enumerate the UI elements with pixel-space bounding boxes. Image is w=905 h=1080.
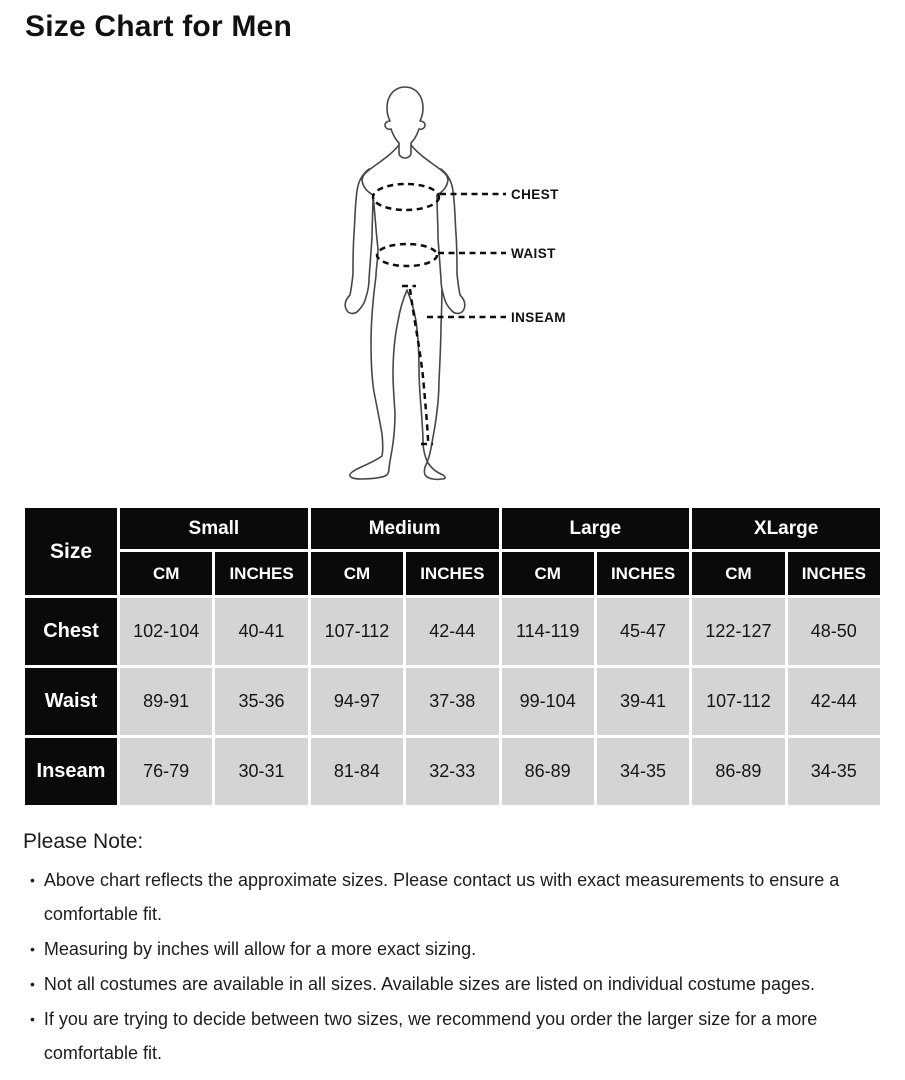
inseam-large-cm: 86-89	[502, 738, 594, 805]
table-row-waist	[25, 668, 880, 735]
waist-xlarge-inches: 42-44	[788, 668, 880, 735]
inseam-xlarge-inches: 34-35	[788, 738, 880, 805]
bullet-icon: •	[30, 941, 35, 957]
inseam-medium-inches: 32-33	[406, 738, 498, 805]
chest-large-cm: 114-119	[502, 598, 594, 665]
unit-header-large-inches: INCHES	[597, 552, 689, 595]
list-item	[23, 863, 881, 931]
col-group-large: Large	[502, 508, 690, 549]
inseam-measure-label: INSEAM	[511, 310, 566, 325]
table-row-inseam	[25, 738, 880, 805]
col-group-xlarge: XLarge	[692, 508, 880, 549]
row-label-inseam: Inseam	[25, 738, 117, 805]
chest-large-inches: 45-47	[597, 598, 689, 665]
note-text: Above chart reflects the approximate sizes. Please contact us with exact measurements to ensure a comfortable fit.	[43, 870, 840, 924]
note-text: Measuring by inches will allow for a more exact sizing.	[43, 939, 477, 959]
chest-measure-label: CHEST	[511, 187, 559, 202]
list-item	[23, 1002, 881, 1070]
bullet-icon: •	[30, 976, 35, 992]
note-text: Not all costumes are available in all sizes. Available sizes are listed on individual costume pages.	[43, 974, 815, 994]
row-label-chest: Chest	[25, 598, 117, 665]
waist-xlarge-cm: 107-112	[692, 668, 784, 735]
row-label-waist: Waist	[25, 668, 117, 735]
unit-header-medium-cm: CM	[311, 552, 403, 595]
chest-small-inches: 40-41	[215, 598, 307, 665]
unit-header-small-inches: INCHES	[215, 552, 307, 595]
notes-heading: Please Note:	[23, 830, 144, 853]
chest-medium-inches: 42-44	[406, 598, 498, 665]
unit-header-medium-inches: INCHES	[406, 552, 498, 595]
waist-medium-cm: 94-97	[311, 668, 403, 735]
chest-xlarge-cm: 122-127	[692, 598, 784, 665]
body-measurement-diagram	[330, 83, 580, 483]
waist-medium-inches: 37-38	[406, 668, 498, 735]
list-item	[23, 967, 881, 1001]
col-group-medium: Medium	[311, 508, 499, 549]
list-item	[23, 932, 881, 966]
inseam-xlarge-cm: 86-89	[692, 738, 784, 805]
col-group-small: Small	[120, 508, 308, 549]
notes-section	[23, 830, 881, 1071]
waist-small-cm: 89-91	[120, 668, 212, 735]
inseam-medium-cm: 81-84	[311, 738, 403, 805]
inseam-large-inches: 34-35	[597, 738, 689, 805]
unit-header-xlarge-inches: INCHES	[788, 552, 880, 595]
waist-large-cm: 99-104	[502, 668, 594, 735]
unit-header-xlarge-cm: CM	[692, 552, 784, 595]
unit-header-large-cm: CM	[502, 552, 594, 595]
waist-measure-label: WAIST	[511, 246, 556, 261]
inseam-small-cm: 76-79	[120, 738, 212, 805]
size-chart-table	[22, 505, 883, 808]
chest-xlarge-inches: 48-50	[788, 598, 880, 665]
waist-small-inches: 35-36	[215, 668, 307, 735]
bullet-icon: •	[30, 872, 35, 888]
unit-header-small-cm: CM	[120, 552, 212, 595]
size-corner-header: Size	[25, 508, 117, 595]
table-row-chest	[25, 598, 880, 665]
inseam-small-inches: 30-31	[215, 738, 307, 805]
male-figure-illustration	[330, 83, 580, 483]
head-outline	[385, 87, 425, 158]
chest-medium-cm: 107-112	[311, 598, 403, 665]
chest-small-cm: 102-104	[120, 598, 212, 665]
waist-large-inches: 39-41	[597, 668, 689, 735]
page-title: Size Chart for Men	[25, 10, 292, 43]
note-text: If you are trying to decide between two sizes, we recommend you order the larger size for a more comfortable fit.	[43, 1009, 818, 1063]
bullet-icon: •	[30, 1011, 35, 1027]
